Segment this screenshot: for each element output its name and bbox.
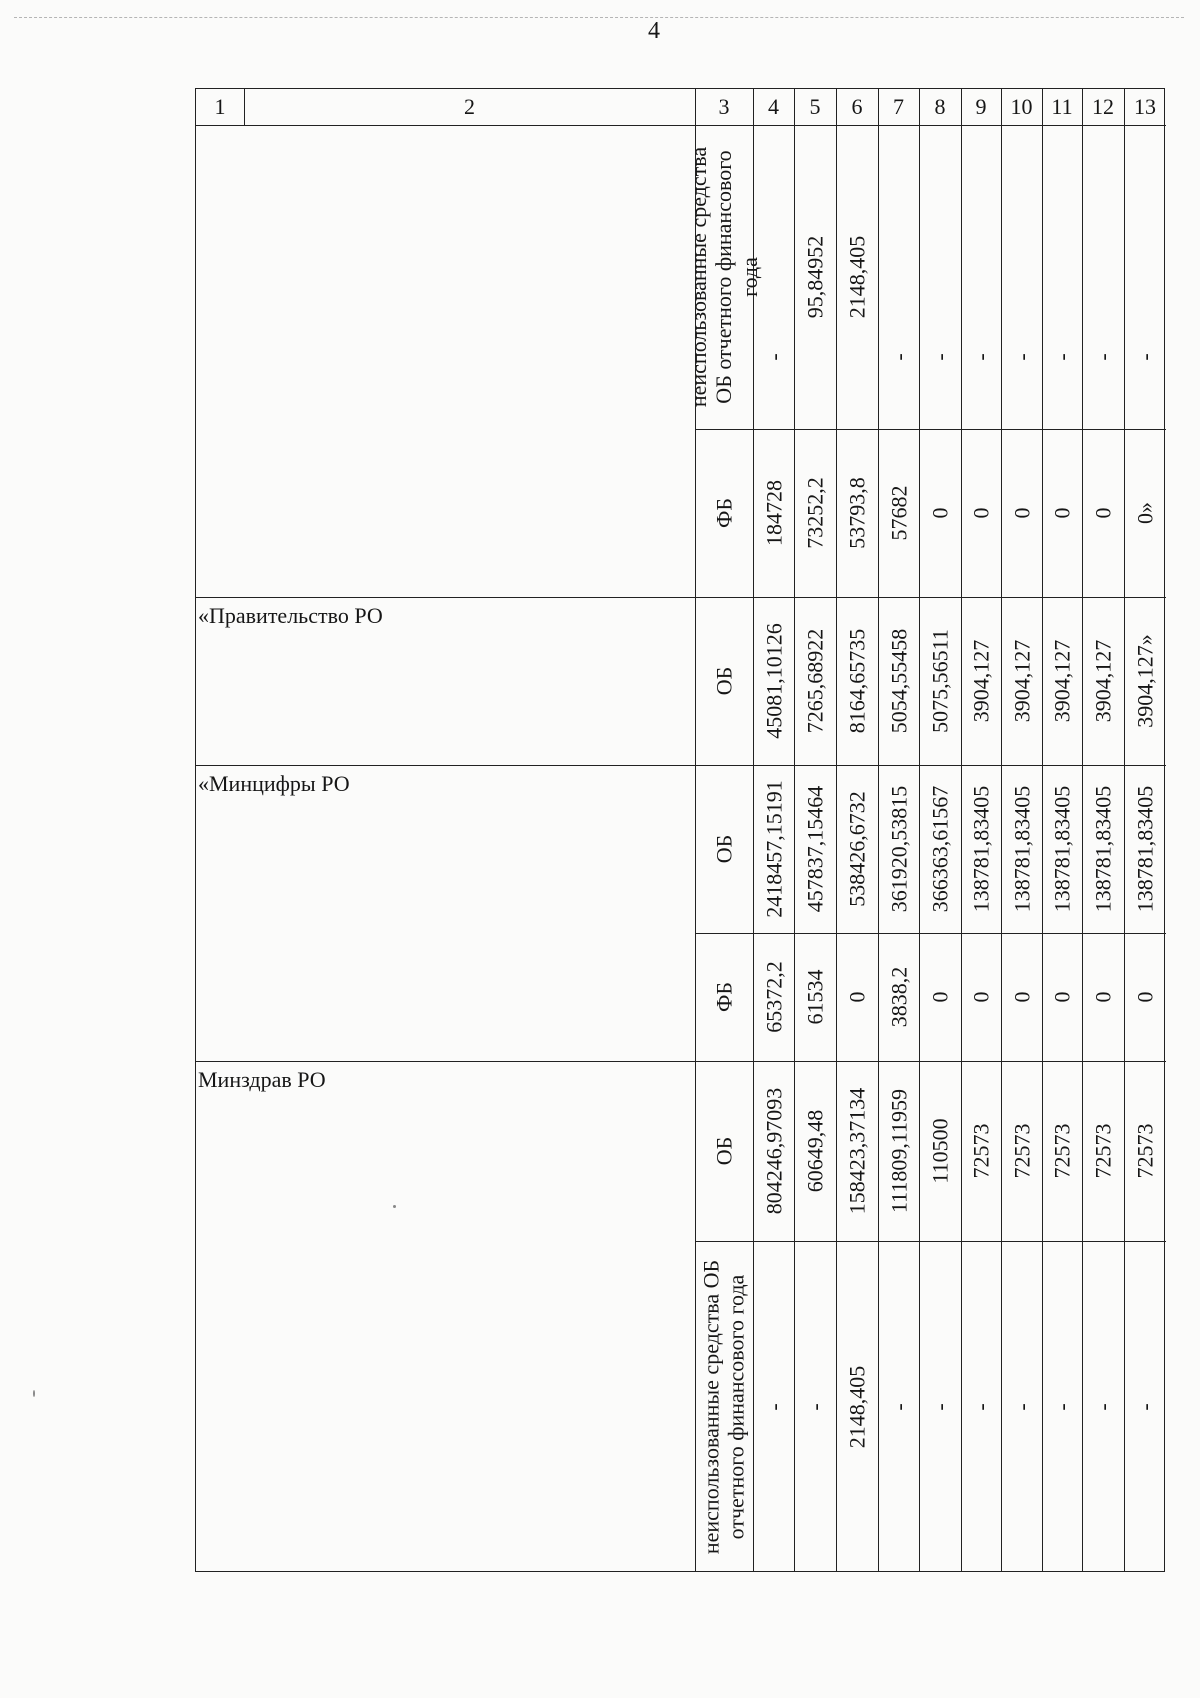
subcolumn-header-text: неиспользованные средства ОБ отчетного финансового года xyxy=(686,146,762,408)
grid-line xyxy=(695,933,1166,934)
column-number: 9 xyxy=(975,94,987,119)
table-cell-value-text: - xyxy=(968,353,994,361)
subcolumn-header-text: ФБ xyxy=(711,981,737,1013)
subcolumn-header-text: ОБ xyxy=(711,834,737,864)
subcolumn-header-text: ОБ xyxy=(711,666,737,696)
table-cell-value-text: 61534 xyxy=(802,969,828,1025)
table-cell-value-text: 138781,83405 xyxy=(1009,785,1035,913)
table-cell-value-text: - xyxy=(927,353,953,361)
table-cell-value-text: 457837,15464 xyxy=(802,785,828,913)
column-number: 8 xyxy=(934,94,946,119)
table-cell-value-text: 804246,97093 xyxy=(761,1087,787,1215)
table-cell-value-text: 3838,2 xyxy=(886,966,912,1028)
column-number: 7 xyxy=(893,94,904,119)
grid-line xyxy=(196,1061,1166,1062)
table-cell-value-text: 0 xyxy=(927,507,953,519)
table-cell-value-text: 0 xyxy=(968,991,994,1003)
table-cell-value-text: 3904,127 xyxy=(1049,639,1075,723)
table-cell-value-text: 3904,127 xyxy=(1090,639,1116,723)
grid-line xyxy=(794,89,795,1571)
table-cell-value-text: 0 xyxy=(968,507,994,519)
table-cell-value-text: 538426,6732 xyxy=(844,791,870,907)
table-cell-value-text: 138781,83405 xyxy=(1090,785,1116,913)
table-cell-value-text: 3904,127 xyxy=(1009,639,1035,723)
table-cell-value-text: 0 xyxy=(1090,507,1116,519)
table-cell-value-text: - xyxy=(1132,353,1158,361)
column-number: 1 xyxy=(214,94,226,119)
table-cell-value-text: 138781,83405 xyxy=(1132,785,1158,913)
table-cell-value-text: 3904,127 xyxy=(968,639,994,723)
table-cell-value-text: 2418457,15191 xyxy=(761,780,787,918)
table-cell-value-text: 0» xyxy=(1132,502,1158,524)
table-cell-value-text: 158423,37134 xyxy=(844,1087,870,1215)
table-cell-value-text: 0 xyxy=(1009,507,1035,519)
table-cell-value-text: 5075,56511 xyxy=(927,629,953,733)
column-number: 6 xyxy=(851,94,863,119)
table-cell-value-text: - xyxy=(1090,1403,1116,1411)
table-cell-value-text: 0 xyxy=(927,991,953,1003)
grid-line xyxy=(961,89,962,1571)
table-cell-value-text: - xyxy=(968,1403,994,1411)
grid-line xyxy=(196,765,1166,766)
table-cell-value-text: - xyxy=(1132,1403,1158,1411)
grid-line xyxy=(1124,89,1125,1571)
column-number: 11 xyxy=(1051,94,1073,119)
table-cell-value-text: 0 xyxy=(1049,507,1075,519)
grid-line xyxy=(1042,89,1043,1571)
table-cell-value-text: - xyxy=(1049,353,1075,361)
table-cell-value-text: 95,84952 xyxy=(802,235,828,319)
table-cell-value-text: 3904,127» xyxy=(1132,634,1158,728)
scan-artifact-line xyxy=(14,17,1184,18)
grid-line xyxy=(919,89,920,1571)
column-number: 12 xyxy=(1092,94,1114,119)
grid-line xyxy=(836,89,837,1571)
table-cell-value-text: 138781,83405 xyxy=(1049,785,1075,913)
subcolumn-header-text: ОБ xyxy=(711,1136,737,1166)
table-cell-value-text: 0 xyxy=(1090,991,1116,1003)
org-name: «Правительство РО xyxy=(198,603,383,628)
table-cell-value-text: 0 xyxy=(1049,991,1075,1003)
table-cell-value-text: 72573 xyxy=(1090,1123,1116,1179)
grid-line xyxy=(878,89,879,1571)
column-number: 10 xyxy=(1010,94,1033,119)
subcolumn-header-text: ФБ xyxy=(711,497,737,529)
table-cell-value-text: 2148,405 xyxy=(844,1365,870,1449)
table-cell-value-text: 73252,2 xyxy=(802,477,828,549)
grid-line xyxy=(1001,89,1002,1571)
table-cell-value-text: 0 xyxy=(1132,991,1158,1003)
table-cell-value-text: 72573 xyxy=(968,1123,994,1179)
table-cell-value-text: 60649,48 xyxy=(802,1109,828,1193)
table-cell-value-text: - xyxy=(761,353,787,361)
table-cell-value-text: 53793,8 xyxy=(844,477,870,549)
table-cell-value-text: - xyxy=(886,353,912,361)
table-cell-value-text: 0 xyxy=(1009,991,1035,1003)
table-cell-value-text: - xyxy=(1090,353,1116,361)
table-cell-value-text: 110500 xyxy=(927,1118,953,1184)
org-name: Минздрав РО xyxy=(198,1067,326,1092)
table-cell-value-text: 72573 xyxy=(1132,1123,1158,1179)
column-number: 4 xyxy=(768,94,779,119)
table-cell-value-text: - xyxy=(886,1403,912,1411)
grid-line xyxy=(695,1241,1166,1242)
table-cell-value-text: - xyxy=(1049,1403,1075,1411)
grid-line xyxy=(1082,89,1083,1571)
column-number: 3 xyxy=(718,94,730,119)
column-number: 5 xyxy=(809,94,821,119)
table-cell-value-text: 361920,53815 xyxy=(886,785,912,913)
scan-speck xyxy=(393,1205,396,1208)
table-cell-value-text: - xyxy=(927,1403,953,1411)
grid-line xyxy=(196,597,1166,598)
table-cell-value-text: 8164,65735 xyxy=(844,628,870,734)
table-cell-value-text: 111809,11959 xyxy=(886,1088,912,1214)
table-cell-value-text: 5054,55458 xyxy=(886,628,912,734)
table-cell-value-text: 57682 xyxy=(886,485,912,541)
table-cell-value-text: 184728 xyxy=(761,480,787,546)
rotated-table xyxy=(195,88,1165,1572)
table-cell-value-text: 72573 xyxy=(1049,1123,1075,1179)
table-cell-value-text: 72573 xyxy=(1009,1123,1035,1179)
column-number: 13 xyxy=(1134,94,1156,119)
grid-line xyxy=(695,429,1166,430)
table-cell-value-text: 65372,2 xyxy=(761,961,787,1033)
page-number: 4 xyxy=(648,18,660,44)
table-cell-value-text: - xyxy=(802,1403,828,1411)
table-cell-value-text: - xyxy=(1009,1403,1035,1411)
scan-speck xyxy=(33,1390,35,1397)
table-cell-value-text: 2148,405 xyxy=(844,235,870,319)
table-cell-value-text: 138781,83405 xyxy=(968,785,994,913)
table-cell-value-text: 366363,61567 xyxy=(927,785,953,913)
org-name: «Минцифры РО xyxy=(198,771,350,796)
table-cell-value-text: - xyxy=(1009,353,1035,361)
table-cell-value-text: 0 xyxy=(844,991,870,1003)
table-cell-value-text: 7265,68922 xyxy=(802,628,828,734)
column-number: 2 xyxy=(464,94,475,119)
table-cell-value-text: 45081,10126 xyxy=(761,623,787,739)
grid-line xyxy=(196,125,1166,126)
subcolumn-header-text: неиспользованные средства ОБ отчетного финансового года xyxy=(698,1259,749,1555)
table-cell-value-text: - xyxy=(761,1403,787,1411)
